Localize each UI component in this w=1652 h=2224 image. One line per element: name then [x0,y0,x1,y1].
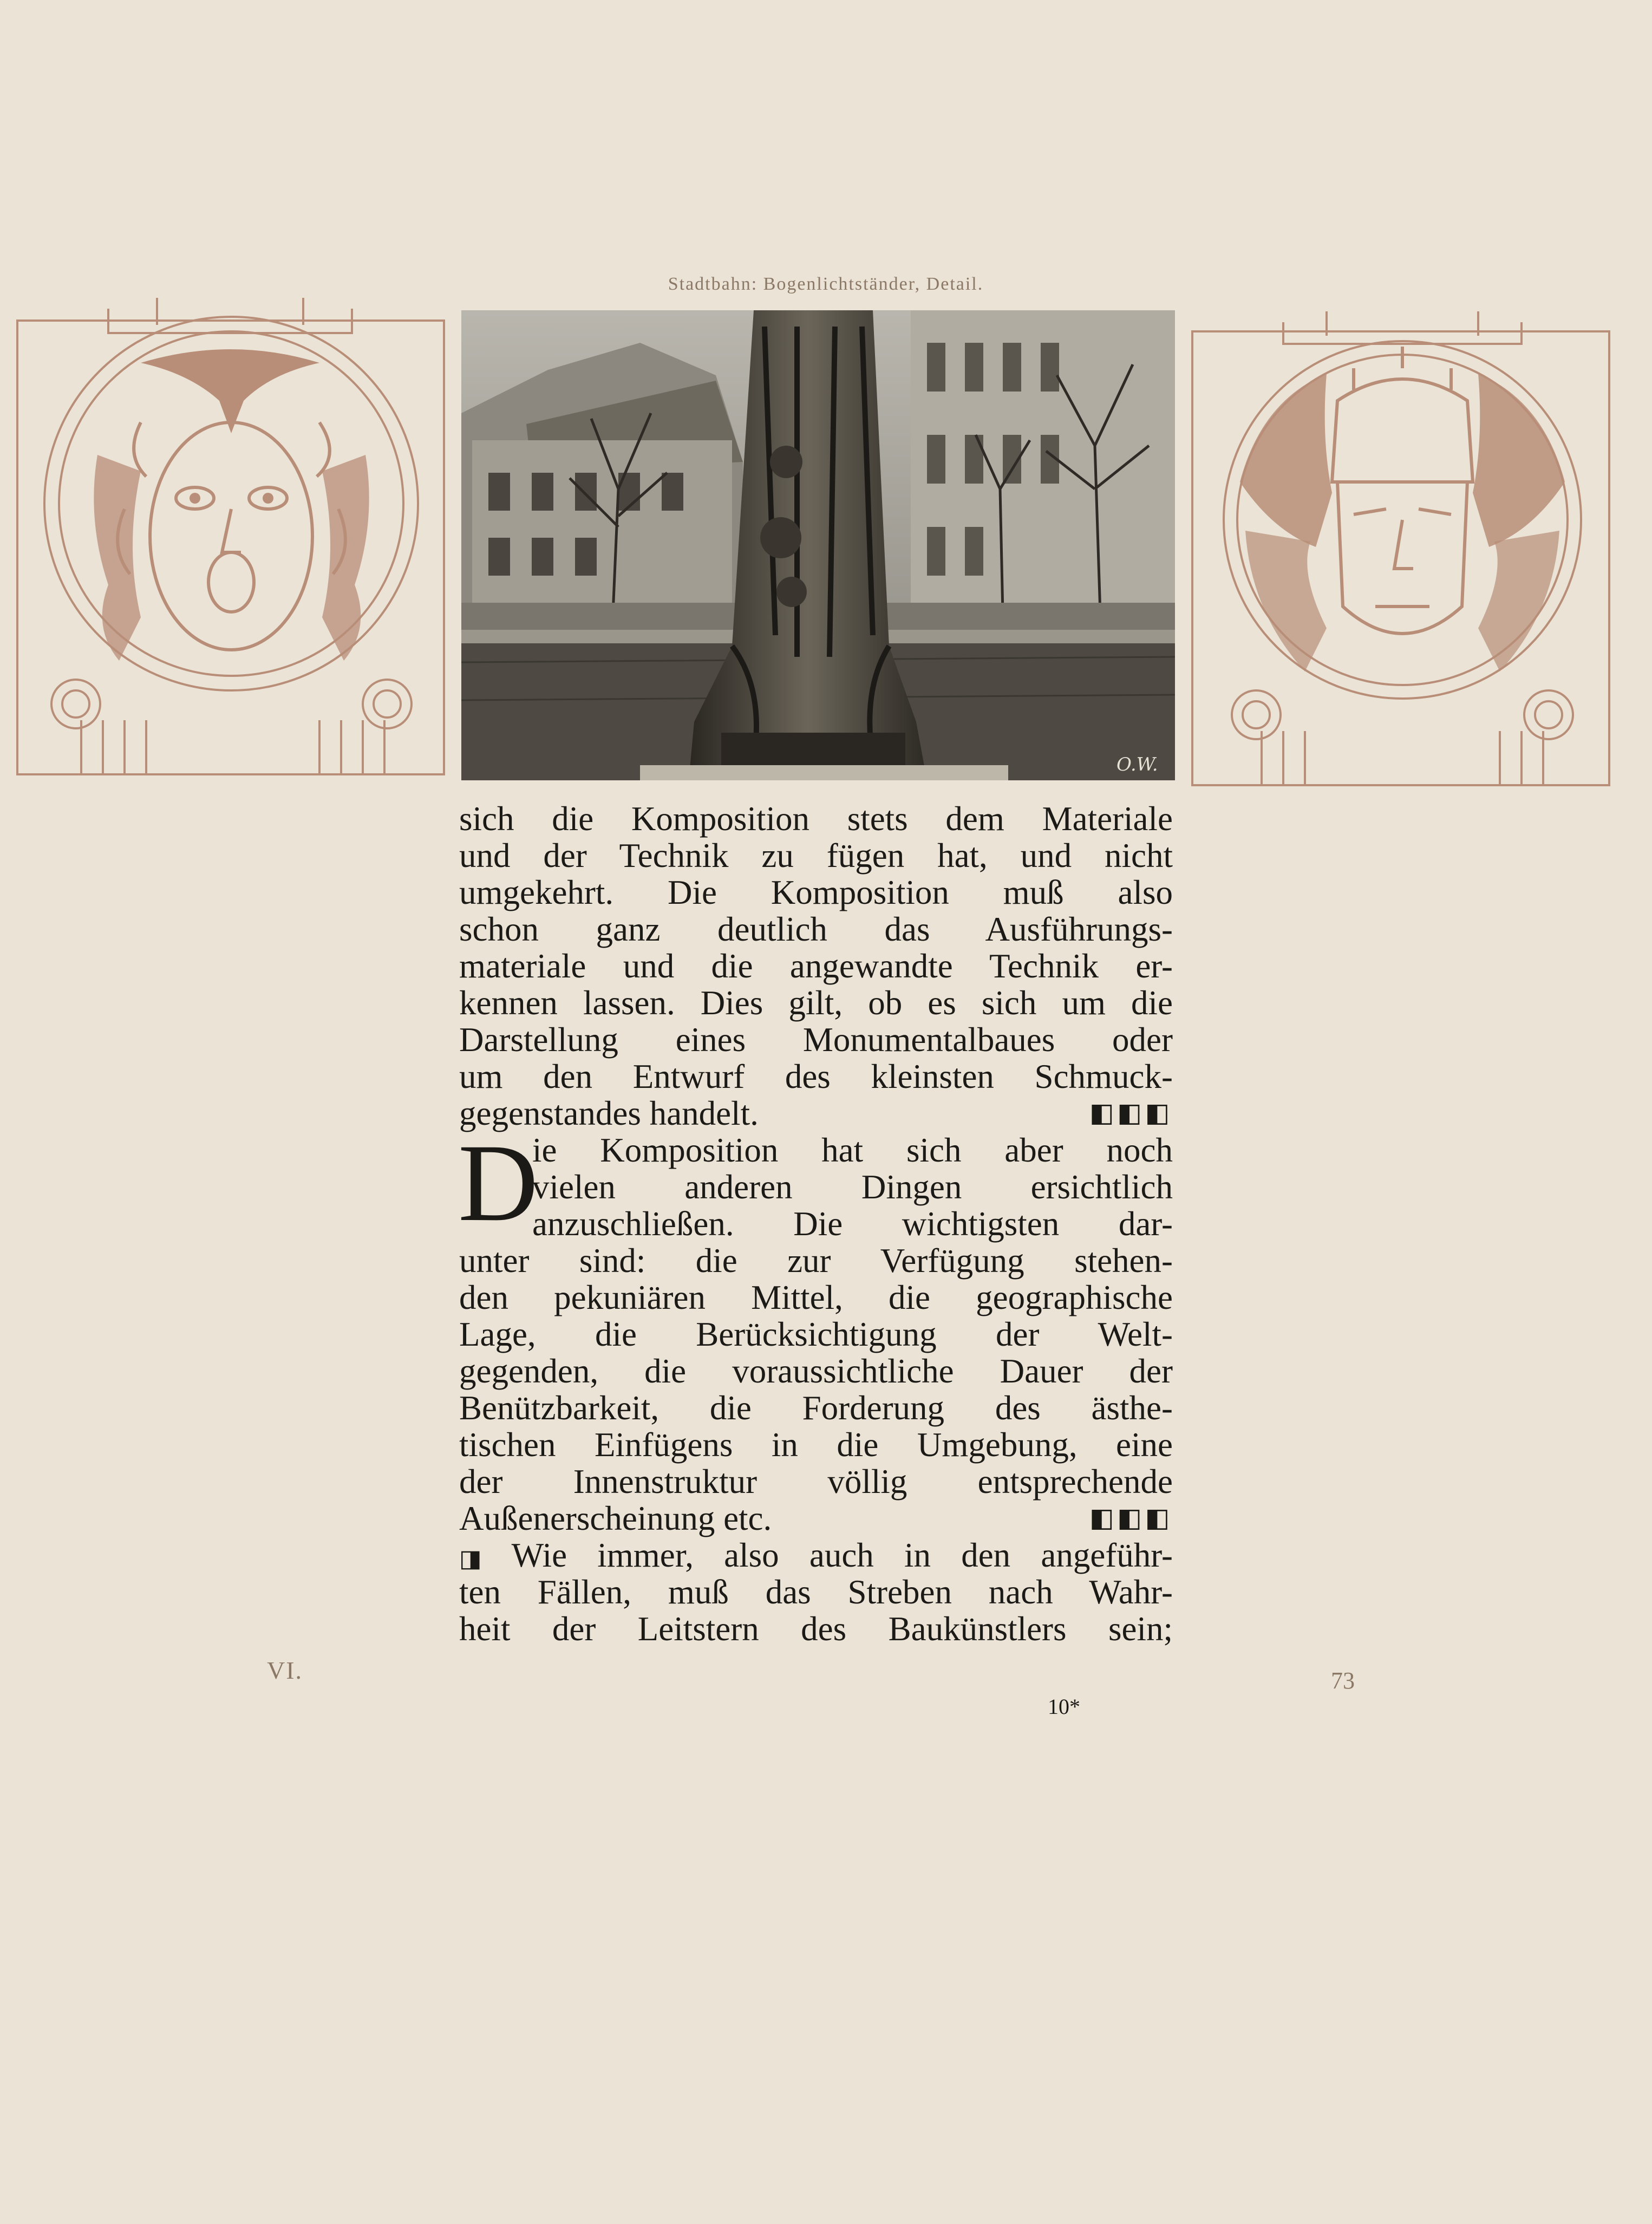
text-line: ◨ Wie immer, also auch in den angeführ- [459,1536,1173,1574]
helmeted-head-ornament-icon [1191,303,1614,788]
text-line: Darstellung eines Monumentalbaues oder [459,1021,1173,1059]
text-line: ten Fällen, muß das Streben nach Wahr- [459,1573,1173,1611]
arc-lamp-post-detail-photo [461,310,1175,780]
text-line: anzuschließen. Die wichtigsten dar- [532,1205,1173,1243]
text-line: der Innenstruktur völlig entsprechende [459,1463,1173,1501]
body-text [459,800,1173,1647]
text-line: um den Entwurf des kleinsten Schmuck- [459,1058,1173,1095]
text-line: Benützbarkeit, die Forderung des ästhe- [459,1389,1173,1427]
volume-label: VI. [267,1656,303,1684]
medusa-head-ornament-icon [16,292,447,777]
text-line: vielen anderen Dingen ersichtlich [532,1168,1173,1206]
text-line: tischen Einfügens in die Umgebung, eine [459,1426,1173,1464]
text-line: sich die Komposition stets dem Materiale [459,800,1173,838]
text-line: gegenden, die voraussichtliche Dauer der [459,1352,1173,1390]
text-line: unter sind: die zur Verfügung stehen- [459,1242,1173,1280]
text-line: materiale und die angewandte Technik er- [459,947,1173,985]
page-number: 73 [1331,1667,1355,1694]
text-line: den pekuniären Mittel, die geographische [459,1279,1173,1316]
photo-signature: O.W. [1116,754,1158,775]
text-line-last: gegenstandes handelt. ◧◧◧ [459,1094,1173,1132]
text-line-last: Außenerscheinung etc. ◧◧◧ [459,1499,1173,1537]
text-line: Lage, die Berücksichtigung der Welt- [459,1315,1173,1353]
text-line: ie Komposition hat sich aber noch [532,1131,1173,1169]
paragraph-start-ornament-icon: ◨ [459,1545,482,1572]
drop-cap: D [458,1121,539,1244]
text-line: umgekehrt. Die Komposition muß also [459,873,1173,911]
photo-caption: Stadtbahn: Bogenlichtständer, Detail. [668,274,984,294]
text-line: kennen lassen. Dies gilt, ob es sich um die [459,984,1173,1022]
text-line: heit der Leitstern des Baukünstlers sein; [459,1610,1173,1648]
paragraph-end-ornament-icon: ◧◧◧ [1089,1099,1173,1127]
text-line: schon ganz deutlich das Ausführungs- [459,910,1173,948]
paragraph-end-ornament-icon: ◧◧◧ [1089,1504,1173,1532]
text-line: und der Technik zu fügen hat, und nicht [459,837,1173,875]
signature-mark: 10* [1048,1694,1080,1719]
